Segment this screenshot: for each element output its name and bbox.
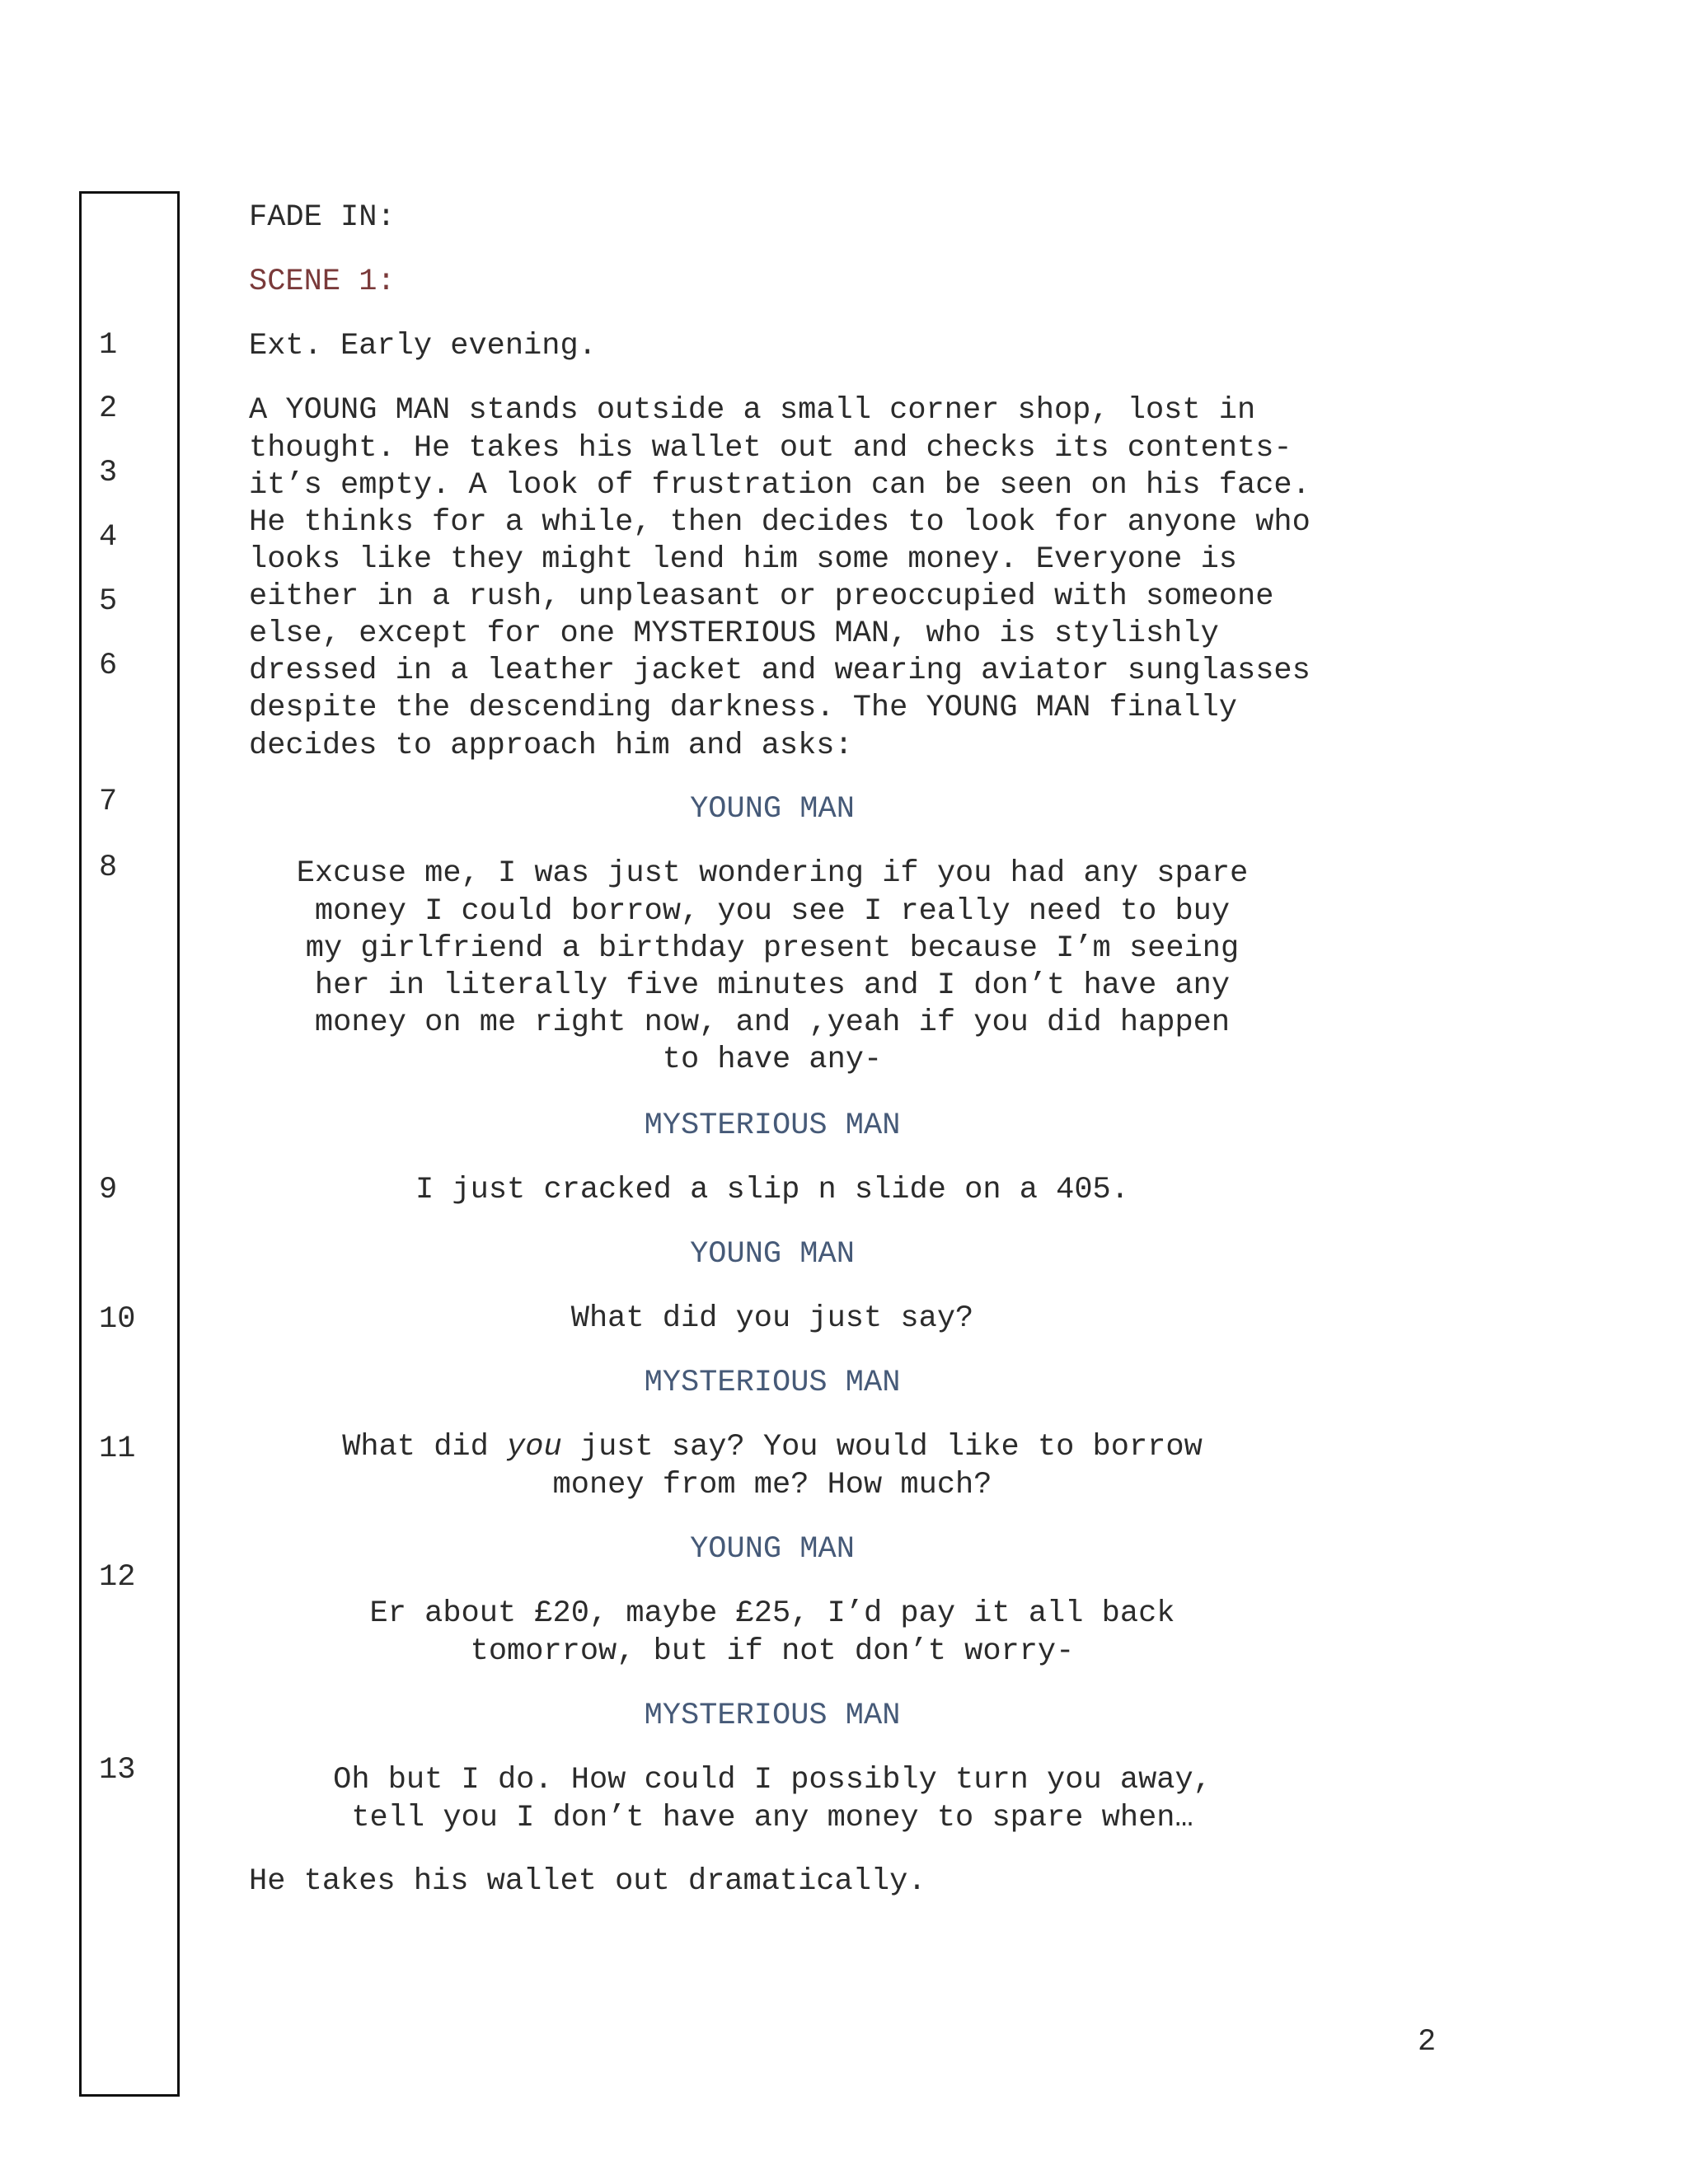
line-number: 10 [99,1302,136,1337]
character-name: MYSTERIOUS MAN [644,1699,901,1733]
dialogue-line: Er about £20, maybe £25, I’d pay it all back [369,1596,1175,1631]
character-name: MYSTERIOUS MAN [644,1366,901,1400]
dialogue-line: money from me? How much? [552,1468,992,1502]
action-line: looks like they might lend him some money. Everyone is [249,542,1237,577]
character-name: YOUNG MAN [690,792,855,827]
dialogue-line: What did you just say? [570,1301,974,1336]
transition: FADE IN: [249,200,396,235]
action-line: A YOUNG MAN stands outside a small corner shop, lost in [249,393,1256,428]
dialogue-text: What did [342,1430,508,1465]
page-number: 2 [1418,2025,1437,2060]
dialogue-line: Excuse me, I was just wondering if you had any spare [296,856,1249,891]
line-number: 1 [99,328,118,363]
action-line: despite the descending darkness. The YOUNG MAN finally [249,691,1237,725]
character-name: MYSTERIOUS MAN [644,1108,901,1143]
emphasis-text: you [507,1430,562,1465]
line-number: 4 [99,520,118,555]
dialogue-line: her in literally five minutes and I don’t have any [314,968,1231,1003]
line-number: 6 [99,649,118,683]
action-line: it’s empty. A look of frustration can be seen on his face. [249,468,1311,503]
dialogue-line: Oh but I do. How could I possibly turn you away, [333,1763,1212,1797]
action-line: decides to approach him and asks: [249,729,853,763]
action-line: thought. He takes his wallet out and checks its contents- [249,431,1292,466]
line-number: 7 [99,785,118,819]
line-number: 5 [99,584,118,619]
dialogue-line: money I could borrow, you see I really need to buy [314,894,1231,929]
line-number: 9 [99,1173,118,1207]
slug-line: Ext. Early evening. [249,329,597,363]
dialogue-line: tell you I don’t have any money to spare when… [351,1801,1193,1835]
line-number: 11 [99,1432,136,1466]
line-number: 2 [99,391,118,426]
dialogue-line: tomorrow, but if not don’t worry- [470,1634,1075,1669]
dialogue-line: my girlfriend a birthday present because I’m seeing [305,931,1240,966]
character-name: YOUNG MAN [690,1237,855,1272]
character-name: YOUNG MAN [690,1532,855,1567]
line-number: 12 [99,1560,136,1595]
line-number: 13 [99,1753,136,1788]
action-line: He thinks for a while, then decides to look for anyone who [249,505,1311,540]
line-number: 3 [99,456,118,490]
dialogue-line: money on me right now, and ,yeah if you did happen [314,1005,1231,1040]
line-number: 8 [99,851,118,885]
dialogue-line: I just cracked a slip n slide on a 405. [415,1173,1129,1207]
action-line: else, except for one MYSTERIOUS MAN, who is stylishly [249,616,1219,651]
line-number-margin-box [79,191,180,2097]
action-line: either in a rush, unpleasant or preoccupied with someone [249,579,1274,614]
scene-heading: SCENE 1: [249,265,396,299]
dialogue-line [249,1428,1296,1466]
dialogue-text: just say? You would like to borrow [561,1430,1203,1465]
action-line: dressed in a leather jacket and wearing aviator sunglasses [249,654,1311,688]
action-line: He takes his wallet out dramatically. [249,1864,926,1899]
dialogue-line: to have any- [662,1043,883,1077]
